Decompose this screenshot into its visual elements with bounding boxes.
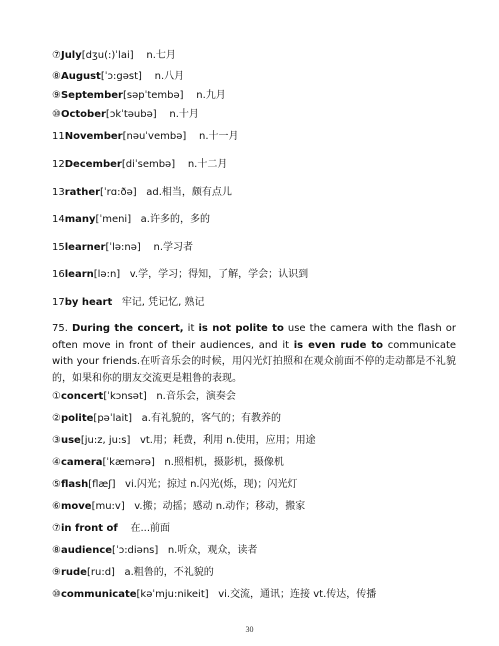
entry-phonetic: [kəˈmju:nikeit] xyxy=(136,589,209,600)
entry-phonetic: [dʒu(:)ˈlai] xyxy=(81,50,134,61)
entry-word: July xyxy=(60,50,82,61)
entry-number: ⑩ xyxy=(52,589,61,600)
sentence-part: is not polite to xyxy=(198,323,284,334)
vocab-entry xyxy=(52,413,281,425)
entry-word: by heart xyxy=(64,297,113,308)
sentence-part: it xyxy=(183,323,199,334)
entry-phonetic: [ˈlə:nə] xyxy=(105,242,141,253)
entry-definition: n.十一月 xyxy=(199,131,239,142)
entry-word: August xyxy=(60,71,101,82)
entry-number: 17 xyxy=(52,297,65,308)
entry-gap xyxy=(142,71,155,82)
entry-word: December xyxy=(64,159,122,170)
entry-gap xyxy=(115,479,125,490)
entry-gap xyxy=(175,159,188,170)
entry-phonetic: [ɔkˈtəubə] xyxy=(105,109,157,120)
entry-definition: 牢记, 凭记忆, 熟记 xyxy=(121,297,205,308)
entry-word: flash xyxy=(60,479,89,490)
entry-number: 15 xyxy=(52,242,65,253)
entry-number: ① xyxy=(52,391,61,402)
vocab-entry xyxy=(52,567,214,579)
entry-phonetic: [ˈkɔnsət] xyxy=(103,391,147,402)
entry-number: ⑨ xyxy=(52,567,61,578)
sentence-part: communicate with your friends.在听音乐会的时候，用闪光灯拍照和在观众前面不停的走动都是不礼貌的，如果和你的朋友交流更是粗鲁的表现。 xyxy=(52,339,457,384)
entry-number: ⑩ xyxy=(52,109,61,120)
entry-phonetic: [lə:n] xyxy=(93,269,121,280)
entry-definition: v.搬；动摇；感动 n.动作；移动，搬家 xyxy=(134,501,306,512)
entry-definition: n.听众，观众，读者 xyxy=(167,545,258,556)
entry-definition: n.九月 xyxy=(196,90,226,101)
entry-word: learn xyxy=(64,269,94,280)
vocab-entry xyxy=(52,479,297,491)
entry-word: rude xyxy=(60,567,87,578)
entry-phonetic: [ˈɔ:gəst] xyxy=(100,71,142,82)
entry-gap xyxy=(186,131,199,142)
entry-gap xyxy=(130,435,140,446)
entry-word: polite xyxy=(60,413,94,424)
entry-word: September xyxy=(60,90,123,101)
entry-phonetic: [ju:z, ju:s] xyxy=(80,435,131,446)
entry-number: 12 xyxy=(52,159,65,170)
entry-number: ② xyxy=(52,413,61,424)
vocab-entry xyxy=(52,50,176,62)
vocab-entry xyxy=(52,109,199,121)
entry-number: ⑦ xyxy=(52,523,61,534)
sentence-part: use the camera with the flash or often move in front of their audiences, and it xyxy=(52,323,456,351)
entry-phonetic: [ˈɔ:diəns] xyxy=(112,545,159,556)
sentence-part: is even rude to xyxy=(293,339,384,351)
entry-word: move xyxy=(60,501,92,512)
entry-gap xyxy=(141,242,154,253)
entry-definition: n.十月 xyxy=(169,109,199,120)
vocab-entry xyxy=(52,214,210,226)
vocab-entry xyxy=(52,242,193,254)
vocab-entry xyxy=(52,545,257,557)
entry-gap xyxy=(209,589,219,600)
vocab-entry xyxy=(52,90,226,102)
entry-phonetic: [ˈkæmərə] xyxy=(102,457,155,468)
entry-word: rather xyxy=(64,187,101,198)
entry-definition: a.有礼貌的，客气的；有教养的 xyxy=(141,413,281,424)
entry-definition: n.音乐会，演奏会 xyxy=(156,391,236,402)
entry-number: 14 xyxy=(52,214,65,225)
entry-word: use xyxy=(60,435,81,446)
entry-definition: vt.用；耗费，利用 n.使用，应用；用途 xyxy=(139,435,316,446)
entry-definition: a.粗鲁的，不礼貌的 xyxy=(124,567,214,578)
entry-phonetic: [nəuˈvembə] xyxy=(122,131,187,142)
entry-word: many xyxy=(64,214,96,225)
entry-phonetic: [səpˈtembə] xyxy=(122,90,184,101)
entry-number: ④ xyxy=(52,457,61,468)
entry-phonetic: [mu:v] xyxy=(91,501,125,512)
entry-definition: n.七月 xyxy=(146,50,176,61)
entry-gap xyxy=(134,50,147,61)
sentence-part: During the concert, xyxy=(71,323,184,334)
entry-phonetic: [flæʃ] xyxy=(88,479,116,490)
entry-definition: v.学，学习；得知，了解，学会；认识到 xyxy=(129,269,309,280)
entry-word: communicate xyxy=(60,589,137,600)
entry-number: ③ xyxy=(52,435,61,446)
entry-word: camera xyxy=(60,457,103,468)
entry-gap xyxy=(157,109,170,120)
entry-definition: n.八月 xyxy=(154,71,185,82)
entry-definition: vi.闪光；掠过 n.闪光(烁，现)；闪光灯 xyxy=(125,479,298,490)
vocab-entry xyxy=(52,523,170,535)
vocab-entry xyxy=(52,71,184,83)
entry-number: ⑨ xyxy=(52,90,61,101)
entry-word: October xyxy=(60,109,106,120)
entry-number: ⑧ xyxy=(52,545,61,556)
vocab-entry xyxy=(52,159,227,171)
vocab-entry xyxy=(52,297,205,309)
vocab-entry xyxy=(52,589,376,601)
entry-number: ⑦ xyxy=(52,50,61,61)
entry-definition: n.学习者 xyxy=(153,242,194,253)
entry-phonetic: [diˈsembə] xyxy=(121,159,176,170)
entry-gap xyxy=(155,457,165,468)
entry-gap xyxy=(132,413,142,424)
vocab-entry xyxy=(52,457,284,469)
entry-gap xyxy=(131,214,141,225)
entry-gap xyxy=(120,269,130,280)
page-number: 30 xyxy=(245,625,254,634)
entry-phonetic: [ˈrɑ:ðə] xyxy=(100,187,137,198)
entry-gap xyxy=(147,391,157,402)
entry-word: audience xyxy=(60,545,113,556)
entry-phonetic: [pəˈlait] xyxy=(93,413,133,424)
entry-word: learner xyxy=(64,242,106,253)
entry-gap xyxy=(184,90,197,101)
vocab-entry xyxy=(52,435,316,447)
entry-number: 11 xyxy=(52,131,65,142)
entry-phonetic: [ru:d] xyxy=(86,567,115,578)
entry-definition: vi.交流，通讯；连接 vt.传达，传播 xyxy=(218,589,377,600)
vocab-entry xyxy=(52,269,308,281)
entry-phonetic: [ˈmeni] xyxy=(95,214,132,225)
entry-gap xyxy=(125,501,135,512)
entry-gap xyxy=(118,523,131,534)
entry-gap xyxy=(158,545,168,556)
sentence-number: 75. xyxy=(52,323,72,334)
entry-definition: a.许多的，多的 xyxy=(140,214,210,225)
entry-gap xyxy=(137,187,147,198)
vocab-entry xyxy=(52,187,232,199)
entry-number: ⑧ xyxy=(52,71,61,82)
entry-definition: ad.相当，颇有点儿 xyxy=(146,187,232,198)
vocab-entry xyxy=(52,131,239,143)
entry-word: concert xyxy=(60,391,104,402)
entry-number: 16 xyxy=(52,269,65,280)
entry-number: ⑥ xyxy=(52,501,61,512)
entry-definition: 在...前面 xyxy=(130,523,171,534)
vocab-entry xyxy=(52,501,305,513)
entry-number: ⑤ xyxy=(52,479,61,490)
example-sentence xyxy=(52,321,456,387)
entry-word: in front of xyxy=(60,523,118,534)
entry-number: 13 xyxy=(52,187,65,198)
entry-gap xyxy=(112,297,122,308)
vocab-entry xyxy=(52,391,236,403)
entry-definition: n.照相机，摄影机，摄像机 xyxy=(164,457,284,468)
entry-definition: n.十二月 xyxy=(187,159,228,170)
entry-word: November xyxy=(64,131,123,142)
